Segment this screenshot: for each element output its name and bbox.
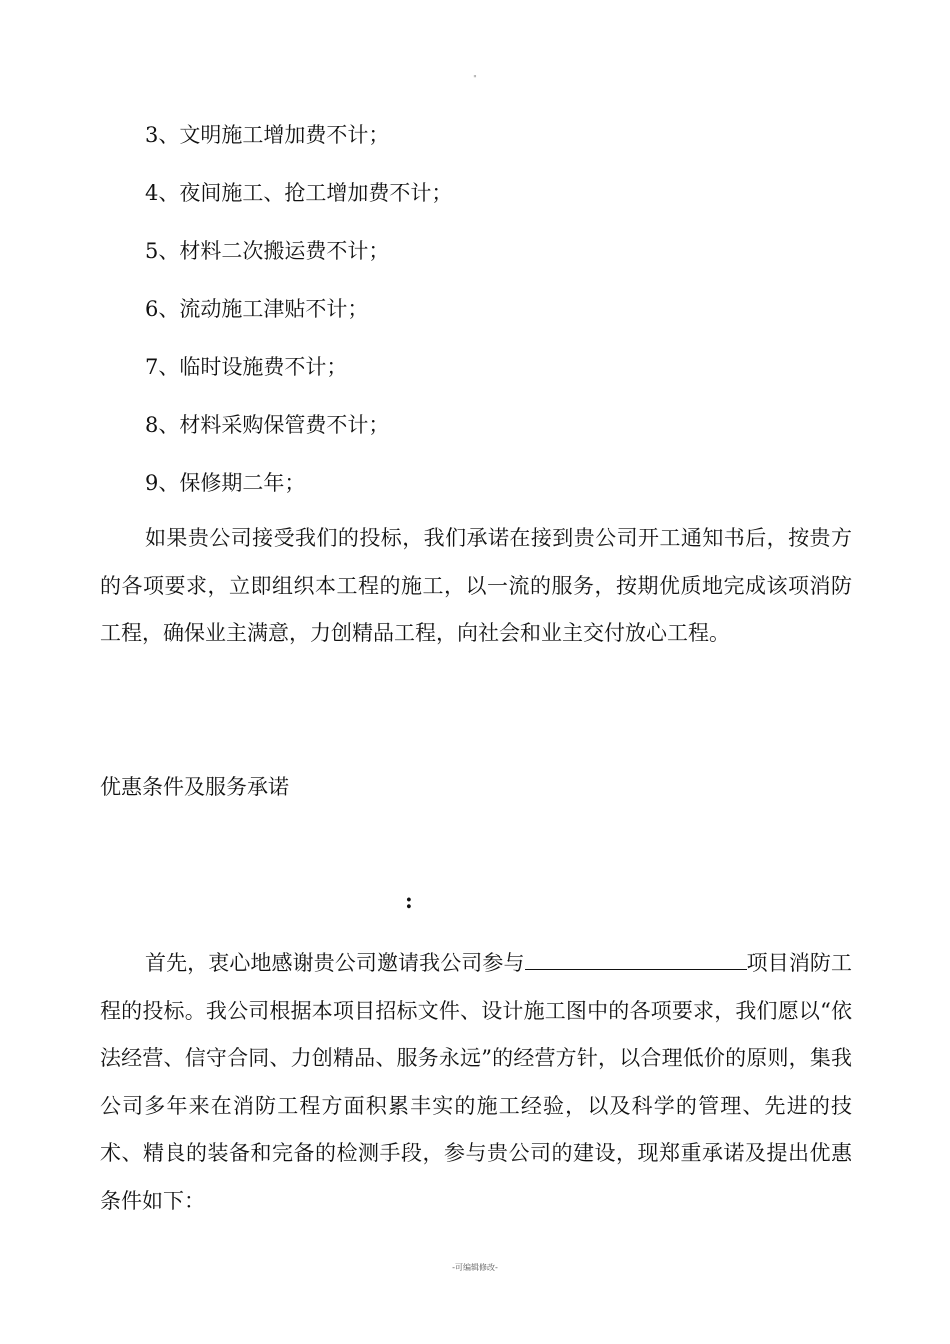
list-item: 7、临时设施费不计； <box>145 355 348 379</box>
intro-text-rest: 项目消防工程的投标。我公司根据本项目招标文件、设计施工图中的各项要求，我们愿以“依法经营、信守合同、力创精品、服务永远”的经营方针，以合理低价的原则，集我公司多年来在消防工程方面积累丰实的施工经验，以及科学的管理、先进的技术、精良的装备和完备的检测手段，参与贵公司的建设，现郑重承诺及提出优惠条件如下： <box>100 951 853 1213</box>
colon-mark: : <box>405 888 413 913</box>
list-item: 9、保修期二年； <box>145 471 306 495</box>
section-heading: 优惠条件及服务承诺 <box>100 775 289 799</box>
intro-paragraph <box>100 940 852 1225</box>
list-item: 5、材料二次搬运费不计； <box>145 239 390 263</box>
list-item: 3、文明施工增加费不计； <box>145 123 390 147</box>
project-name-blank[interactable] <box>525 947 747 970</box>
list-item: 4、夜间施工、抢工增加费不计； <box>145 181 453 205</box>
list-item: 8、材料采购保管费不计； <box>145 413 390 437</box>
header-mark: " <box>473 74 477 83</box>
intro-text-start: 首先，衷心地感谢贵公司邀请我公司参与 <box>145 951 525 975</box>
commitment-paragraph: 如果贵公司接受我们的投标，我们承诺在接到贵公司开工通知书后，按贵方的各项要求，立即组织本工程的施工，以一流的服务，按期优质地完成该项消防工程，确保业主满意，力创精品工程，向社会和业主交付放心工程。 <box>100 526 852 645</box>
list-item: 6、流动施工津贴不计； <box>145 297 369 321</box>
footer-note: -可编辑修改- <box>452 1263 498 1272</box>
